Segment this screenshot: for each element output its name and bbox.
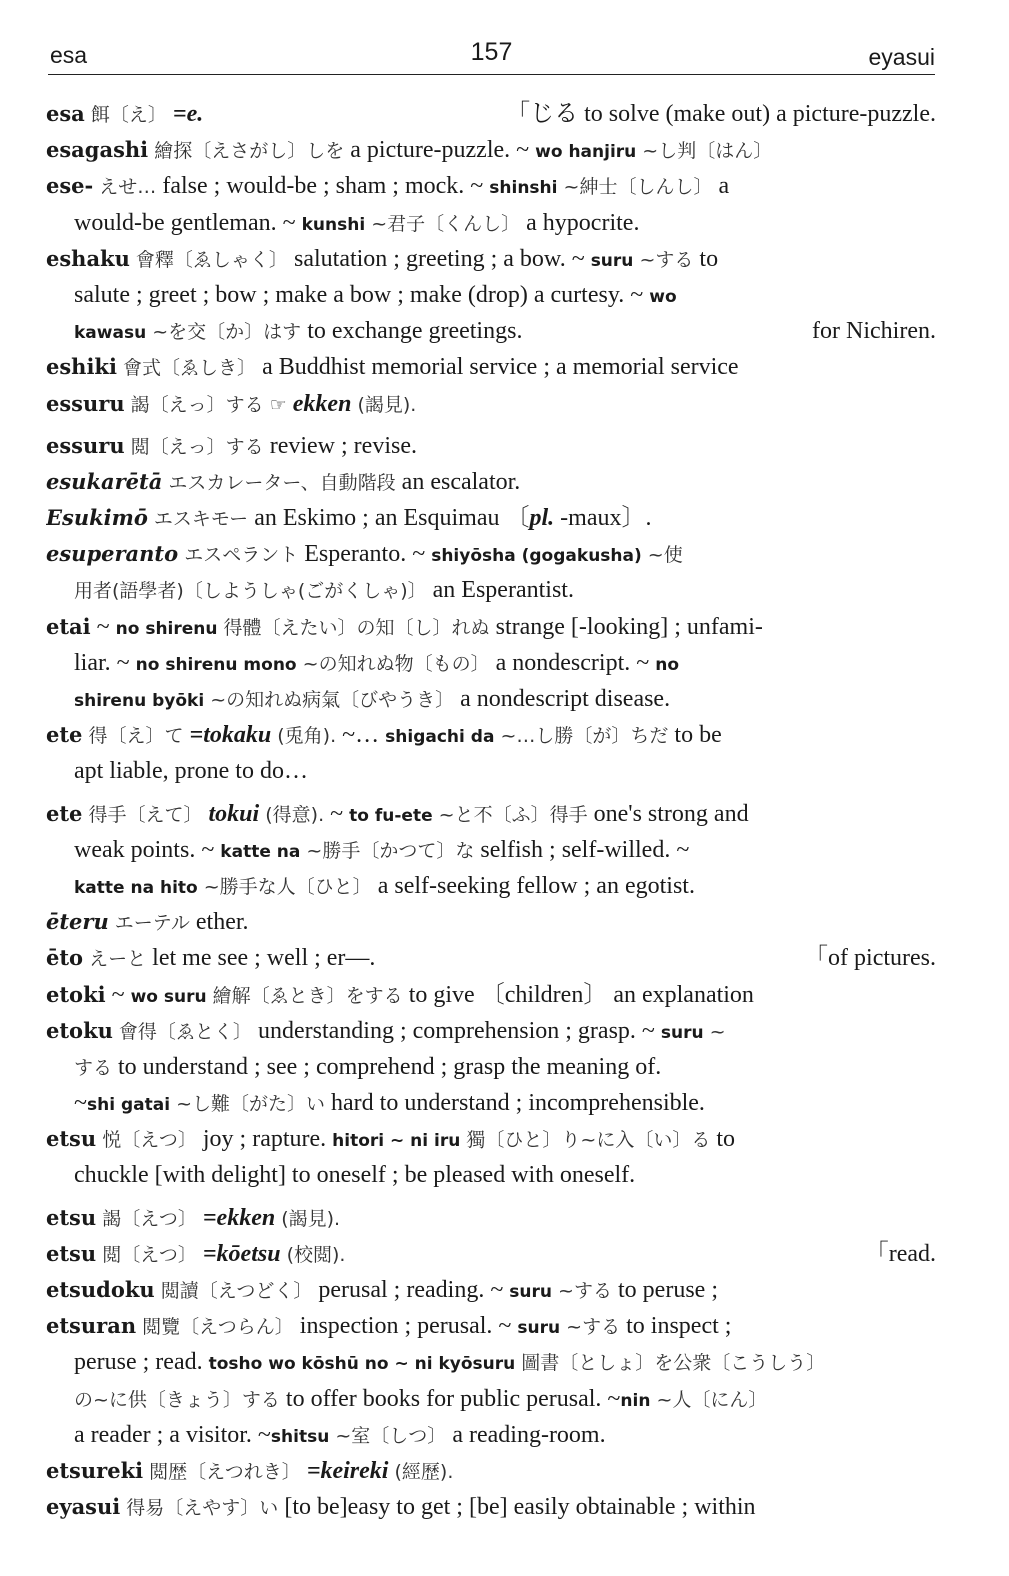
japanese-text: 閲〔えっ〕する <box>124 435 270 458</box>
entry-line <box>46 241 936 277</box>
japanese-text: (經歷). <box>388 1460 454 1483</box>
entry-line <box>46 1381 936 1417</box>
entry-line <box>46 940 936 976</box>
entry-line <box>46 500 936 536</box>
entry-line <box>46 205 936 241</box>
definition-text: ether. <box>195 909 249 936</box>
cross-reference: =ekken <box>202 1204 276 1231</box>
entry-line <box>46 536 936 572</box>
definition-text: a hypocrite. <box>526 209 640 236</box>
romanized-phrase: suru <box>590 250 634 271</box>
japanese-text: 繪解〔ゑとき〕をする <box>206 984 409 1007</box>
entry-line <box>46 1013 936 1049</box>
japanese-text: エーテル <box>108 912 196 935</box>
dictionary-entries <box>46 96 936 1525</box>
entry-line <box>46 464 936 500</box>
japanese-text: 謁〔えつ〕 <box>96 1207 203 1230</box>
entry-line <box>46 572 936 608</box>
entry-line <box>46 1049 936 1085</box>
cross-reference: =kōetsu <box>202 1240 281 1267</box>
japanese-text: 會式〔ゑしき〕 <box>116 357 263 380</box>
definition-text: ~… <box>342 722 386 749</box>
japanese-text: 餌〔え〕 <box>84 104 173 126</box>
romanized-phrase: suru <box>517 1318 561 1339</box>
japanese-text: ~する <box>633 248 700 271</box>
japanese-text: ~紳士〔しんし〕 <box>557 176 713 199</box>
romanized-phrase: hitori ~ ni iru <box>332 1131 461 1152</box>
entry-line <box>46 868 936 904</box>
definition-text: understanding ; comprehension ; grasp. ~ <box>257 1017 661 1044</box>
definition-text: a nondescript disease. <box>460 686 671 712</box>
headword: etsu <box>46 1204 97 1230</box>
japanese-text: 獨〔ひと〕り~に入〔い〕る <box>460 1129 717 1152</box>
headword: etsureki <box>46 1457 144 1483</box>
japanese-text: ~人〔にん〕 <box>650 1388 768 1411</box>
entry-line <box>46 609 936 645</box>
definition-text: peruse ; read. <box>74 1349 209 1376</box>
headword: ete <box>46 800 83 826</box>
headword: esukarētā <box>46 468 163 494</box>
entry-line <box>46 1157 936 1193</box>
entry-line <box>46 681 936 717</box>
entry-line <box>46 717 936 753</box>
romanized-phrase: kunshi <box>301 214 366 235</box>
definition-text: review ; revise. <box>269 432 417 459</box>
entry-line <box>46 1489 936 1525</box>
cross-reference: =e. <box>172 101 204 127</box>
entry-line <box>46 1308 936 1344</box>
japanese-text: ~使 <box>641 544 683 567</box>
entry-line <box>46 313 936 349</box>
romanized-phrase: katte na <box>220 841 301 862</box>
definition-text: perusal ; reading. ~ <box>318 1277 510 1303</box>
definition-text: a self-seeking fellow ; an egotist. <box>377 872 695 899</box>
definition-text: a reading-room. <box>452 1421 606 1448</box>
entry-line <box>46 277 936 313</box>
headword: ete <box>46 722 83 748</box>
headword: esa <box>46 101 85 126</box>
headword: essuru <box>46 432 125 458</box>
romanized-phrase: tosho wo kōshū no ~ ni kyōsuru <box>208 1354 516 1375</box>
japanese-text: ~勝手な人〔ひと〕 <box>197 875 378 898</box>
japanese-text: (校閲). <box>280 1243 346 1266</box>
japanese-text: ~を交〔か〕はす <box>146 321 308 344</box>
headword: ēteru <box>46 909 109 935</box>
definition-text: let me see ; well ; er—. <box>152 945 376 972</box>
definition-text: chuckle [with delight] to oneself ; be pleased with oneself. <box>74 1162 636 1189</box>
header-first-entry: esa <box>50 42 88 68</box>
headword: etsuran <box>46 1313 137 1339</box>
entry-line <box>46 645 936 681</box>
japanese-text: ~の知れぬ病氣〔びやうき〕 <box>204 689 461 711</box>
entry-line <box>46 796 936 832</box>
definition-text: to <box>716 1126 736 1153</box>
definition-text: to peruse ; <box>618 1277 718 1303</box>
headword: ese- <box>46 173 94 199</box>
japanese-text: の~に供〔きょう〕する <box>74 1388 280 1411</box>
japanese-text: ~の知れぬ物〔もの〕 <box>296 652 496 675</box>
cross-reference: tokui <box>208 800 260 827</box>
definition-text: Esperanto. ~ <box>304 541 432 568</box>
page-header <box>48 38 935 75</box>
definition-text: ~ <box>90 613 116 640</box>
romanized-phrase: wo <box>649 286 677 307</box>
japanese-text: 閲〔えつ〕 <box>96 1243 203 1266</box>
definition-text: -maux〕. <box>554 505 652 532</box>
headword: etai <box>46 613 91 639</box>
right-aligned-text: 「of pictures. <box>804 945 936 972</box>
definition-text: salute ; greet ; bow ; make a bow ; make (drop) a curtesy. ~ <box>74 281 650 308</box>
romanized-phrase: wo suru <box>130 986 207 1007</box>
entry-line <box>46 1453 936 1489</box>
entry-line <box>46 386 936 422</box>
cross-reference: =keireki <box>306 1457 389 1484</box>
definition-text: to exchange greetings. <box>307 318 523 345</box>
romanized-phrase: wo hanjiru <box>535 142 637 163</box>
headword: esagashi <box>46 137 149 163</box>
definition-text: a Buddhist memorial service ; a memorial service <box>262 354 739 381</box>
japanese-text: えせ… <box>93 176 163 199</box>
headword: etoku <box>46 1017 113 1043</box>
definition-text: ~ <box>105 981 131 1008</box>
definition-text: a nondescript. ~ <box>495 649 656 676</box>
japanese-text: エスキモー <box>147 508 255 531</box>
romanized-phrase: shiyōsha (gogakusha) <box>431 546 642 567</box>
entry-line <box>46 1200 936 1236</box>
definition-text: an Esperantist. <box>426 577 574 604</box>
definition-text: false ; would-be ; sham ; mock. ~ <box>162 173 490 200</box>
japanese-text: 閲歴〔えつれき〕 <box>143 1460 307 1483</box>
definition-text: selfish ; self-willed. ~ <box>480 836 690 863</box>
entry-line <box>46 832 936 868</box>
japanese-text: 閲讀〔えつどく〕 <box>154 1280 319 1302</box>
definition-text: apt liable, prone to do… <box>74 758 308 785</box>
headword: etsu <box>46 1126 97 1152</box>
entry-line <box>46 977 936 1013</box>
entry-line <box>46 1272 936 1308</box>
romanized-phrase: shinshi <box>489 178 558 199</box>
headword: etoki <box>46 981 106 1007</box>
japanese-text: ~…し勝〔が〕ちだ <box>494 725 675 748</box>
japanese-text: ~する <box>552 1280 619 1302</box>
definition-text: hard to understand ; incomprehensible. <box>331 1090 705 1117</box>
romanized-phrase: suru <box>660 1022 704 1043</box>
entry-line <box>46 753 936 789</box>
japanese-text: 得體〔えたい〕の知〔し〕れぬ <box>217 616 496 639</box>
romanized-phrase: katte na hito <box>74 877 198 898</box>
definition-text: [to be]easy to get ; [be] easily obtainable ; within <box>284 1494 756 1521</box>
japanese-text: 會得〔ゑとく〕 <box>112 1020 258 1043</box>
japanese-text: ~と不〔ふ〕得手 <box>432 803 594 826</box>
entry-line <box>46 168 936 204</box>
cross-reference: pl. <box>529 505 555 532</box>
romanized-phrase: shi gatai <box>86 1095 171 1116</box>
definition-text: to give 〔children〕 an explanation <box>408 981 754 1008</box>
romanized-phrase: no shirenu mono <box>135 654 297 675</box>
definition-text: one's strong and <box>593 800 749 827</box>
definition-text: inspection ; perusal. ~ <box>299 1313 518 1340</box>
definition-text: to offer books for public perusal. ~ <box>279 1385 621 1412</box>
right-aligned-text: for Nichiren. <box>812 318 936 345</box>
japanese-text: 謁〔えっ〕する ☞ <box>124 393 293 416</box>
entry-line <box>46 428 936 464</box>
romanized-phrase: nin <box>620 1390 651 1411</box>
cross-reference: =tokaku <box>189 722 272 749</box>
entry-line <box>46 904 936 940</box>
definition-text: to <box>699 245 719 272</box>
entry-line <box>46 1085 936 1121</box>
entry-line <box>46 1236 936 1272</box>
japanese-text: ~室〔しつ〕 <box>329 1424 453 1447</box>
romanized-phrase: suru <box>509 1282 553 1302</box>
japanese-text: ~ <box>703 1020 726 1043</box>
japanese-text: (得意). <box>259 803 331 826</box>
definition-text: would-be gentleman. ~ <box>74 209 302 236</box>
headword: eshiki <box>46 354 117 380</box>
japanese-text: 會釋〔ゑしゃく〕 <box>129 248 294 271</box>
japanese-text: 圖書〔としょ〕を公衆〔こうしう〕 <box>515 1352 826 1375</box>
japanese-text: ~し難〔がた〕い <box>170 1093 332 1116</box>
definition-text: a picture-puzzle. ~ <box>350 137 536 164</box>
romanized-phrase: shigachi da <box>385 727 495 748</box>
romanized-phrase: shitsu <box>270 1426 330 1447</box>
japanese-text: ~する <box>560 1316 627 1339</box>
headword: essuru <box>46 390 125 416</box>
definition-text: strange [-looking] ; unfami- <box>495 613 763 640</box>
right-aligned-text: 「read. <box>864 1240 936 1267</box>
definition-text: weak points. ~ <box>74 836 221 863</box>
definition-text: to be <box>674 722 722 749</box>
headword: etsudoku <box>46 1277 155 1302</box>
japanese-text: えーと <box>83 948 153 971</box>
japanese-text: 閲覽〔えつらん〕 <box>136 1316 300 1339</box>
japanese-text: 繪探〔えさがし〕しを <box>148 140 351 163</box>
definition-text: liar. ~ <box>74 649 136 676</box>
definition-text: an Eskimo ; an Esquimau 〔 <box>254 505 530 532</box>
romanized-phrase: no shirenu <box>115 618 218 639</box>
entry-line <box>46 96 936 132</box>
definition-text: salutation ; greeting ; a bow. ~ <box>293 245 591 272</box>
entry-line <box>46 1344 936 1380</box>
entry-line <box>46 1121 936 1157</box>
romanized-phrase: shirenu byōki <box>74 691 205 711</box>
romanized-phrase: to fu-ete <box>349 805 433 826</box>
japanese-text: (謁見). <box>351 393 417 416</box>
japanese-text: 得手〔えて〕 <box>82 803 209 826</box>
romanized-phrase: no <box>655 654 680 675</box>
japanese-text: エスペラント <box>178 544 305 567</box>
entry-line <box>46 349 936 385</box>
definition-text: ~ <box>74 1090 87 1117</box>
headword: eyasui <box>46 1494 121 1520</box>
definition-text: to understand ; see ; comprehend ; grasp the meaning of. <box>112 1053 662 1080</box>
headword: ēto <box>46 945 84 971</box>
romanized-phrase: kawasu <box>74 323 147 344</box>
headword: etsu <box>46 1240 97 1266</box>
japanese-text: 悦〔えつ〕 <box>96 1129 203 1152</box>
headword: esuperanto <box>46 541 179 567</box>
japanese-text: ~君子〔くんし〕 <box>365 212 527 235</box>
headword: eshaku <box>46 245 130 271</box>
japanese-text: 得易〔えやす〕い <box>120 1497 285 1520</box>
japanese-text: 用者(語學者)〔しようしゃ(ごがくしゃ)〕 <box>74 580 427 603</box>
cross-reference: ekken <box>292 390 352 417</box>
definition-text: ~ <box>330 800 350 827</box>
entry-line <box>46 132 936 168</box>
definition-text: a <box>712 173 730 200</box>
japanese-text: (兎角). <box>271 725 343 748</box>
japanese-text: する <box>74 1056 113 1079</box>
japanese-text: ~勝手〔かつて〕な <box>300 839 481 862</box>
right-aligned-text: 「じる to solve (make out) a picture-puzzle. <box>506 101 936 127</box>
definition-text: a reader ; a visitor. ~ <box>74 1421 271 1448</box>
japanese-text: 得〔え〕て <box>82 725 190 748</box>
japanese-text: エスカレーター、自動階段 <box>162 471 402 494</box>
definition-text: to inspect ; <box>626 1313 732 1340</box>
japanese-text: ~し判〔はん〕 <box>636 140 773 163</box>
definition-text: an escalator. <box>401 468 521 495</box>
headword: Esukimō <box>46 505 148 531</box>
japanese-text: (謁見). <box>275 1207 341 1230</box>
entry-line <box>46 1417 936 1453</box>
page-number: 157 <box>470 38 513 66</box>
header-last-entry: eyasui <box>868 44 935 70</box>
definition-text: joy ; rapture. <box>202 1126 333 1153</box>
